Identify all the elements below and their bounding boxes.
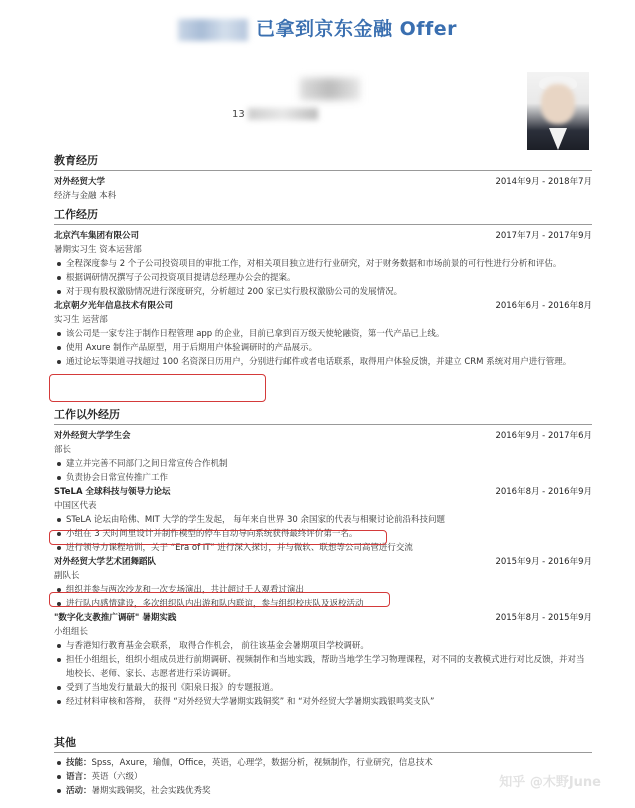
date-range: 2017年7月 - 2017年9月 bbox=[495, 231, 592, 241]
list-item: 担任小组组长，组织小组成员进行前期调研、视频制作和当地实践，帮助当地学生学习物理课程，对不同的支教模式进行对比反馈，并对当地校长、老师、家长、志愿者进行采访调研。 bbox=[66, 653, 592, 681]
role: 中国区代表 bbox=[54, 501, 97, 511]
date-range: 2015年8月 - 2015年9月 bbox=[495, 613, 592, 623]
education-row bbox=[54, 175, 592, 189]
list-item: 根据调研情况撰写子公司投资项目提请总经理办公会的提案。 bbox=[66, 271, 592, 285]
list-item: 对于现有股权激励情况进行深度研究，分析超过 200 家已实行股权激励公司的发展情况。 bbox=[66, 285, 592, 299]
activity-item: 活动：暑期实践铜奖，社会实践优秀奖 bbox=[66, 784, 592, 798]
list-item: 进行队内感情建设，多次组织队内出游和队内联谊，参与组织校庆队及返校活动 bbox=[66, 597, 592, 611]
date-range: 2014年9月 - 2018年7月 bbox=[495, 177, 592, 187]
bullet-list bbox=[54, 327, 592, 369]
activity-row bbox=[54, 429, 592, 443]
activity-row bbox=[54, 611, 592, 625]
org-name: 北京汽车集团有限公司 bbox=[54, 231, 140, 241]
list-item: 进行领导力课程培训，关于 “Era of IT” 进行深入探讨，并与微软、联想等公司高管进行交流 bbox=[66, 541, 592, 555]
list-item: 建立并完善不同部门之间日常宣传合作机制 bbox=[66, 457, 592, 471]
org-name: 对外经贸大学艺术团舞蹈队 bbox=[54, 557, 157, 567]
list-item: 全程深度参与 2 个子公司投资项目的审批工作，对相关项目独立进行行业研究，对于财务数据和市场前景的可行性进行分析和评估。 bbox=[66, 257, 592, 271]
section-heading: 工作经历 bbox=[54, 206, 592, 225]
role: 实习生 运营部 bbox=[54, 315, 108, 325]
resume-title: 已拿到京东金融 Offer bbox=[0, 14, 635, 41]
extra-section bbox=[54, 406, 592, 709]
list-item: 通过论坛等渠道寻找超过 100 名资深日历用户，分别进行邮件或者电话联系，取得用户体验反馈，并建立 CRM 系统对用户进行管理。 bbox=[66, 355, 592, 369]
list-item: 组织并参与两次沙龙和一次专场演出，共计超过千人观看过演出 bbox=[66, 583, 592, 597]
work-section bbox=[54, 206, 592, 369]
skills-item: 技能：Spss，Axure，瑜伽，Office，英语，心理学，数据分析，视频制作，行业研究，信息技术 bbox=[66, 756, 592, 770]
role: 小组组长 bbox=[54, 627, 89, 637]
activity-row bbox=[54, 555, 592, 569]
highlight-box bbox=[49, 530, 387, 545]
highlight-box bbox=[49, 592, 390, 607]
bullet-list bbox=[54, 639, 592, 709]
job-row bbox=[54, 229, 592, 243]
school-name: 对外经贸大学 bbox=[54, 177, 106, 187]
section-heading: 工作以外经历 bbox=[54, 406, 592, 425]
highlight-box bbox=[49, 374, 266, 402]
watermark: 知乎 @木野June bbox=[499, 775, 601, 790]
blurred-phone bbox=[248, 108, 318, 120]
list-item: 使用 Axure 制作产品原型，用于后期用户体验调研时的产品展示。 bbox=[66, 341, 592, 355]
date-range: 2016年9月 - 2017年6月 bbox=[495, 431, 592, 441]
date-range: 2016年6月 - 2016年8月 bbox=[495, 301, 592, 311]
org-name: "数字化支教推广调研" 暑期实践 bbox=[54, 613, 177, 623]
blurred-contact bbox=[300, 78, 360, 100]
list-item: STeLA 论坛由哈佛、MIT 大学的学生发起， 每年来自世界 30 余国家的代表与相聚讨论前沿科技问题 bbox=[66, 513, 592, 527]
list-item: 与香港知行教育基金会联系， 取得合作机会， 前往该基金会暑期项目学校调研。 bbox=[66, 639, 592, 653]
list-item: 该公司是一家专注于制作日程管理 app 的企业，目前已拿到百万级天使轮融资，第一代产品已上线。 bbox=[66, 327, 592, 341]
org-name: 北京朝夕光年信息技术有限公司 bbox=[54, 301, 174, 311]
major: 经济与金融 本科 bbox=[54, 191, 117, 201]
org-name: 对外经贸大学学生会 bbox=[54, 431, 131, 441]
list-item: 小组在 3 天时间里设计并制作模型的停车自动导向系统获得最终评价第一名。 bbox=[66, 527, 592, 541]
section-heading: 其他 bbox=[54, 734, 592, 753]
bullet-list bbox=[54, 257, 592, 299]
list-item: 受到了当地发行量最大的报刊《阳泉日报》的专题报道。 bbox=[66, 681, 592, 695]
profile-photo bbox=[527, 72, 589, 150]
bullet-list bbox=[54, 457, 592, 485]
job-row bbox=[54, 299, 592, 313]
education-section bbox=[54, 152, 592, 203]
role: 副队长 bbox=[54, 571, 80, 581]
date-range: 2015年9月 - 2016年9月 bbox=[495, 557, 592, 567]
list-item: 经过材料审核和答辩， 获得 “对外经贸大学暑期实践铜奖” 和 “对外经贸大学暑期实践银鸣奖支队” bbox=[66, 695, 592, 709]
activity-row bbox=[54, 485, 592, 499]
phone-line: 13 bbox=[232, 108, 318, 120]
role: 暑期实习生 资本运营部 bbox=[54, 245, 142, 255]
date-range: 2016年8月 - 2016年9月 bbox=[495, 487, 592, 497]
section-heading: 教育经历 bbox=[54, 152, 592, 171]
language-item: 语言：英语（六级） bbox=[66, 770, 592, 784]
blurred-name bbox=[178, 19, 248, 41]
role: 部长 bbox=[54, 445, 72, 455]
list-item: 负责协会日常宣传推广工作 bbox=[66, 471, 592, 485]
org-name: STeLA 全球科技与领导力论坛 bbox=[54, 487, 171, 497]
